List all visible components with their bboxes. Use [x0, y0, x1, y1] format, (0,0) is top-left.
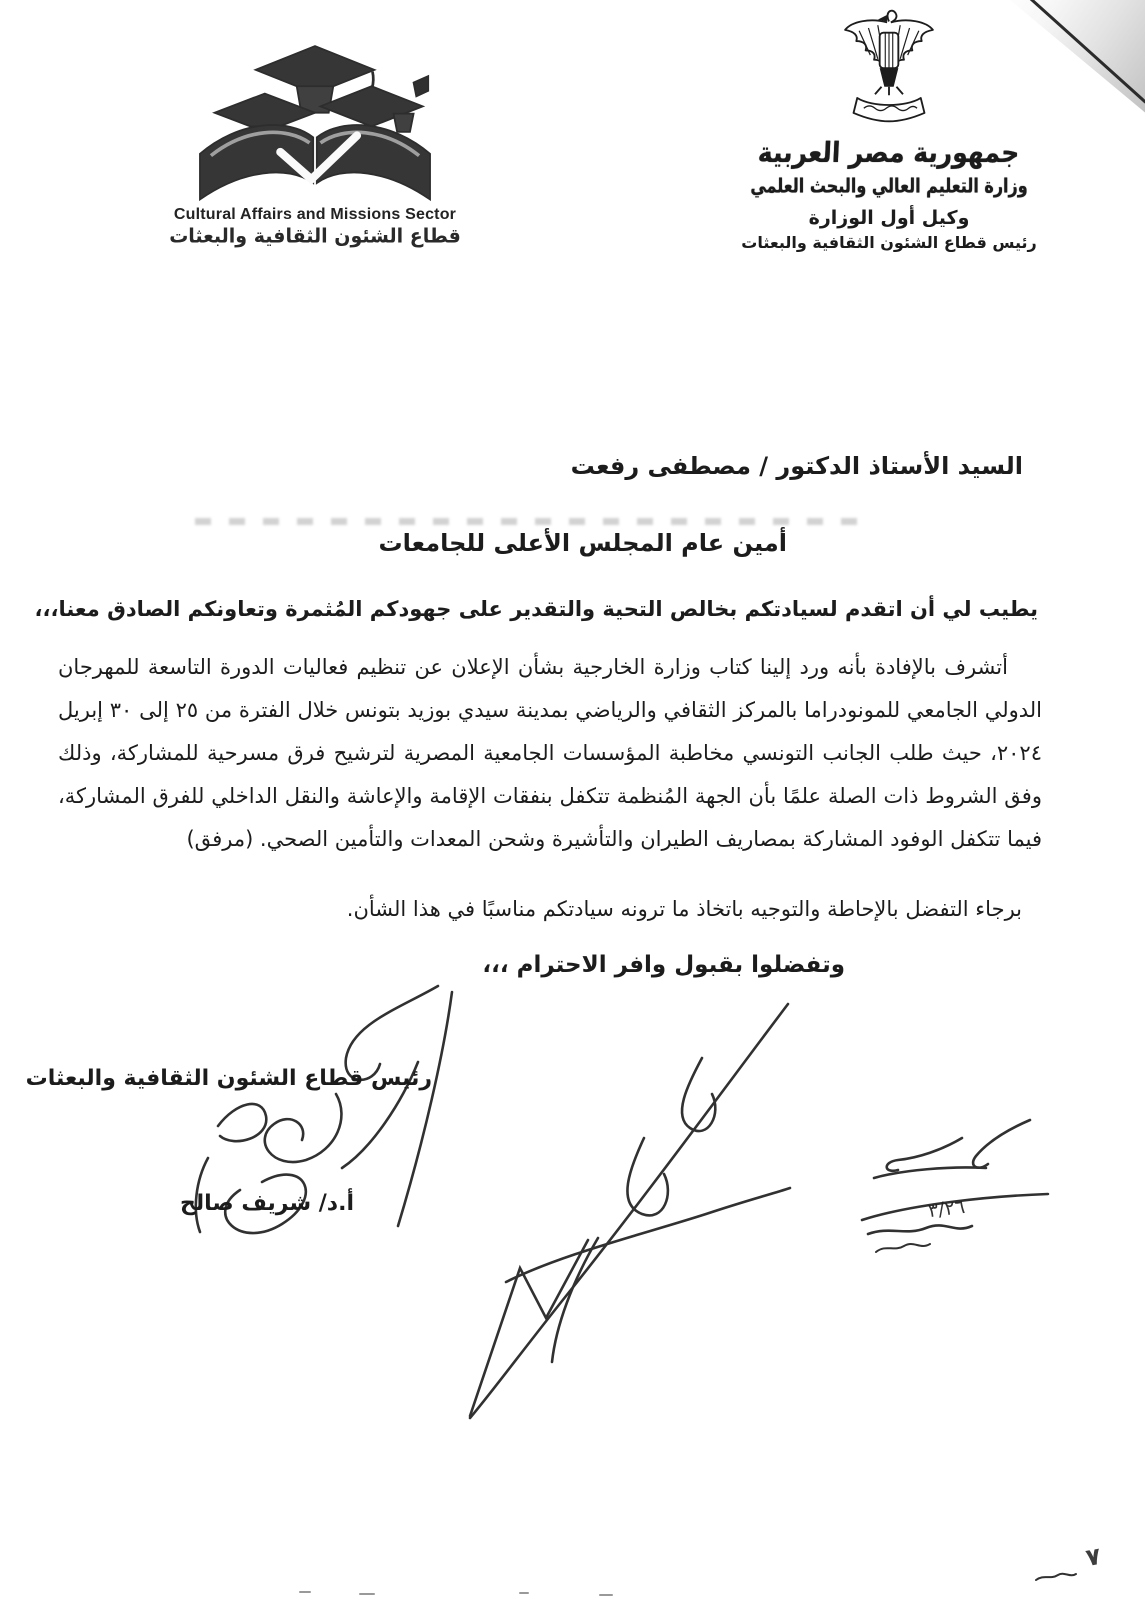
signature-right-scribble [862, 1120, 1048, 1252]
salutation-line: يطيب لي أن اتقدم لسيادتكم بخالص التحية والتقدير على جهودكم المُثمرة وتعاونكم الصادق معنا،،، [34, 597, 1038, 621]
scan-smudge [195, 518, 875, 525]
signatory-name: أ.د/ شريف صالح [180, 1191, 354, 1216]
corner-page-mark: ٧ [1083, 1541, 1103, 1573]
closing-line: وتفضلوا بقبول وافر الاحترام ،،، [482, 952, 845, 978]
request-line: برجاء التفضل بالإحاطة والتوجيه باتخاذ ما ترونه سيادتكم مناسبًا في هذا الشأن. [346, 897, 1022, 921]
graduation-caps-book-icon [175, 26, 455, 204]
addressee-position: أمين عام المجلس الأعلى للجامعات [378, 529, 787, 557]
sector-logo-caption-en: Cultural Affairs and Missions Sector [173, 206, 457, 223]
scan-bottom-specks [300, 1592, 612, 1595]
sector-logo-caption-ar: قطاع الشئون الثقافية والبعثات [169, 224, 461, 248]
egypt-eagle-icon [833, 6, 945, 134]
emblem-office-line1: وكيل أول الوزارة [808, 207, 970, 229]
signature-center-scribble [470, 1004, 790, 1418]
sector-logo [150, 26, 480, 247]
body-paragraph: أتشرف بالإفادة بأنه ورد إلينا كتاب وزارة الخارجية بشأن الإعلان عن تنظيم فعاليات الدورة التاسعة للمهرجان الدولي الجامعي للمونودراما بالمركز الثقافي والرياضي بمدينة سيدي بوزيد بتونس خلال الفترة من ٢٥ إلى ٣٠ إبريل ٢٠٢٤، حيث طلب الجانب التونسي مخاطبة المؤسسات الجامعية المصرية لترشيح فرق مسرحية للمشاركة، وذلك وفق الشروط ذات الصلة علمًا بأن الجهة المُنظمة تتكفل بنفقات الإقامة والإعاشة والنقل الداخلي للفرق المشاركة، فيما تتكفل الوفود المشاركة بمصاريف الطيران والتأشيرة وشحن المعدات والتأمين الصحي. (مرفق) [58, 655, 1042, 851]
emblem-calligraphy-line2: وزارة التعليم العالي والبحث العلمي [750, 173, 1028, 198]
emblem-calligraphy-line1: جمهورية مصر العربية [757, 136, 1021, 169]
ministry-emblem [741, 6, 1037, 252]
corner-mark-scribble [1036, 1574, 1076, 1580]
emblem-office-line2: رئيس قطاع الشئون الثقافية والبعثات [741, 233, 1037, 252]
addressee-title: السيد الأستاذ الدكتور / مصطفى رفعت [570, 452, 1023, 480]
signatory-title: رئيس قطاع الشئون الثقافية والبعثات [25, 1066, 432, 1091]
handwritten-date: ٣/٢٦ [926, 1195, 967, 1223]
